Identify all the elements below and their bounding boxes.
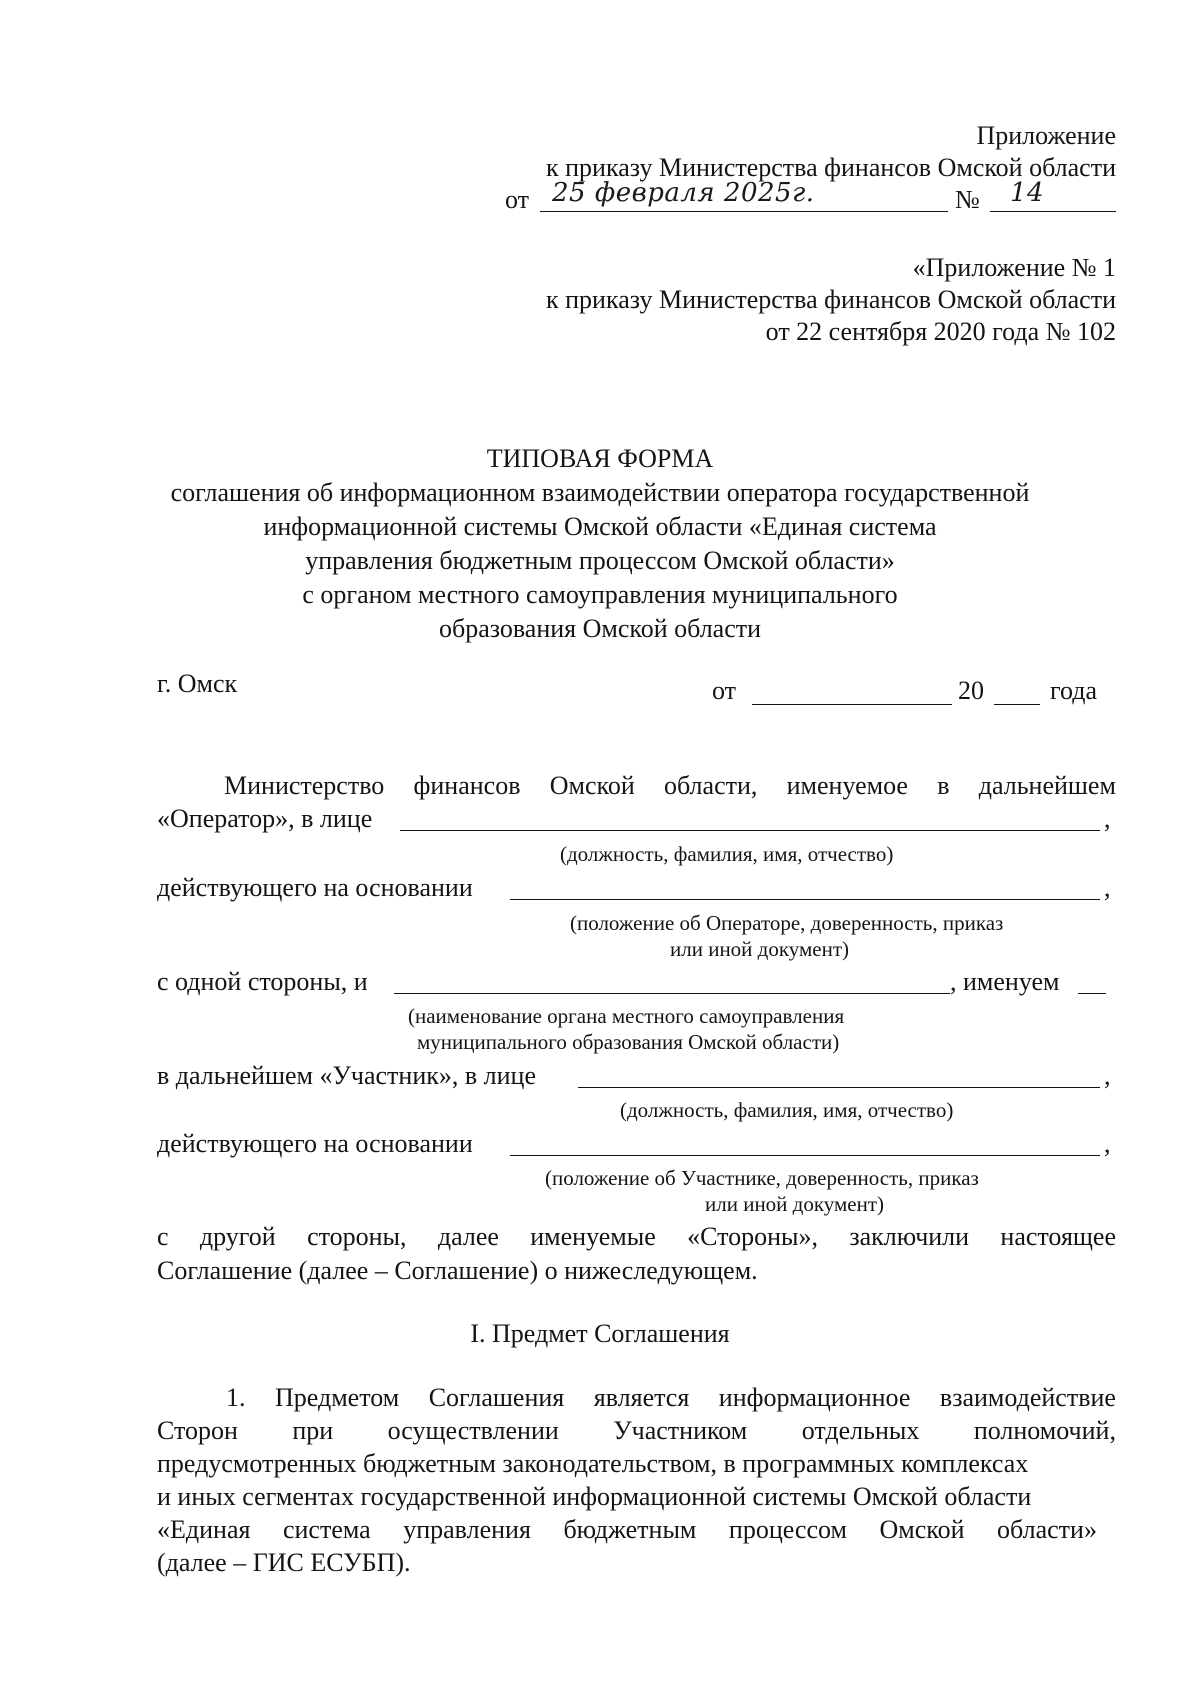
number-sign: № <box>955 185 980 214</box>
year-prefix: 20 <box>958 676 984 705</box>
operator-person-blank <box>400 830 1100 831</box>
word: заключили <box>849 1222 970 1251</box>
year-suffix: года <box>1050 676 1098 705</box>
word: отдельных <box>801 1416 920 1445</box>
word: взаимодействие <box>939 1383 1116 1412</box>
title-line-4: с органом местного самоуправления муниципального <box>302 580 898 609</box>
comma: , <box>1104 804 1111 833</box>
operator-person-label: «Оператор», в лице <box>157 804 373 833</box>
word: финансов <box>413 771 521 800</box>
named-label: , именуем <box>950 967 1060 996</box>
section1-line-6: (далее – ГИС ЕСУБП). <box>157 1548 411 1577</box>
year-blank <box>994 704 1040 705</box>
operator-basis-label: действующего на основании <box>157 873 473 902</box>
word: 1. <box>226 1383 246 1412</box>
date-underline <box>540 211 948 212</box>
word: является <box>593 1383 690 1412</box>
section1-line-1 <box>226 1382 1116 1414</box>
comma: , <box>1104 873 1111 902</box>
word: система <box>282 1515 371 1544</box>
word: далее <box>437 1222 499 1251</box>
word: «Стороны», <box>687 1222 818 1251</box>
from-label: от <box>505 185 530 214</box>
participant-basis-blank <box>510 1155 1100 1156</box>
handwritten-date: 25 февраля 2025г. <box>552 178 815 208</box>
word: информационное <box>718 1383 911 1412</box>
word: управления <box>403 1515 531 1544</box>
word: настоящее <box>1000 1222 1116 1251</box>
caption-operator-basis-1: (положение об Операторе, доверенность, приказ <box>570 911 1004 935</box>
date-from-label: от <box>712 676 737 705</box>
prev-appendix-line2: к приказу Министерства финансов Омской области <box>546 285 1116 314</box>
word: полномочий, <box>973 1416 1116 1445</box>
word: Министерство <box>224 771 385 800</box>
word: при <box>292 1416 334 1445</box>
word: Омской <box>879 1515 965 1544</box>
date-blank <box>752 704 952 705</box>
word: дальнейшем <box>978 771 1116 800</box>
other-side-line <box>157 1221 1116 1253</box>
city-label: г. Омск <box>157 669 238 698</box>
section-heading: I. Предмет Соглашения <box>470 1319 730 1348</box>
word: Соглашения <box>428 1383 565 1412</box>
appendix-order-line: к приказу Министерства финансов Омской области <box>546 153 1116 182</box>
title-line-5: образования Омской области <box>438 614 762 643</box>
caption-operator-position: (должность, фамилия, имя, отчество) <box>560 842 894 866</box>
title-line-2: информационной системы Омской области «Единая система <box>263 512 937 541</box>
word: именуемые <box>530 1222 656 1251</box>
other-side-line-2: Соглашение (далее – Соглашение) о нижеследующем. <box>157 1256 758 1285</box>
word: в <box>937 771 950 800</box>
caption-operator-basis-2: или иной документ) <box>670 937 850 961</box>
word: именуемое <box>786 771 908 800</box>
word: бюджетным <box>563 1515 697 1544</box>
prev-appendix-line1: «Приложение № 1 <box>912 253 1116 282</box>
participant-person-blank <box>578 1087 1100 1088</box>
word: с <box>157 1222 169 1251</box>
word: осуществлении <box>387 1416 559 1445</box>
prev-appendix-line3: от 22 сентября 2020 года № 102 <box>765 317 1116 346</box>
word: Участником <box>613 1416 748 1445</box>
word: области, <box>663 771 758 800</box>
caption-participant-basis-1: (положение об Участнике, доверенность, приказ <box>545 1166 979 1190</box>
participant-person-label: в дальнейшем «Участник», в лице <box>157 1061 536 1090</box>
section1-line-4: и иных сегментах государственной информационной системы Омской области <box>157 1482 1032 1511</box>
appendix-date-line <box>505 184 529 216</box>
named-ending-blank <box>1078 993 1106 994</box>
word: стороны, <box>307 1222 407 1251</box>
caption-participant-position: (должность, фамилия, имя, отчество) <box>620 1098 954 1122</box>
comma: , <box>1104 1129 1111 1158</box>
section1-line-2 <box>157 1415 1116 1447</box>
operator-basis-blank <box>510 899 1100 900</box>
appendix-label: Приложение <box>976 121 1116 150</box>
handwritten-number: 14 <box>1010 178 1045 208</box>
comma: , <box>1104 1061 1111 1090</box>
operator-intro-line <box>224 770 1116 802</box>
word: Омской <box>549 771 635 800</box>
word: процессом <box>728 1515 847 1544</box>
word: области» <box>997 1515 1097 1544</box>
form-title: ТИПОВАЯ ФОРМА <box>486 444 714 473</box>
one-side-label: с одной стороны, и <box>157 967 368 996</box>
participant-basis-label: действующего на основании <box>157 1129 473 1158</box>
caption-org-2: муниципального образования Омской области) <box>417 1030 840 1054</box>
caption-org-1: (наименование органа местного самоуправления <box>408 1004 845 1028</box>
word: другой <box>199 1222 276 1251</box>
organization-blank <box>394 993 950 994</box>
word: Предметом <box>275 1383 400 1412</box>
word: Сторон <box>157 1416 238 1445</box>
title-line-3: управления бюджетным процессом Омской области» <box>305 546 895 575</box>
section1-line-3: предусмотренных бюджетным законодательством, в программных комплексах <box>157 1449 1029 1478</box>
title-line-1: соглашения об информационном взаимодействии оператора государственной <box>170 478 1030 507</box>
number-underline <box>990 211 1116 212</box>
section1-line-5 <box>157 1514 1097 1546</box>
caption-participant-basis-2: или иной документ) <box>705 1192 885 1216</box>
word: «Единая <box>157 1515 251 1544</box>
